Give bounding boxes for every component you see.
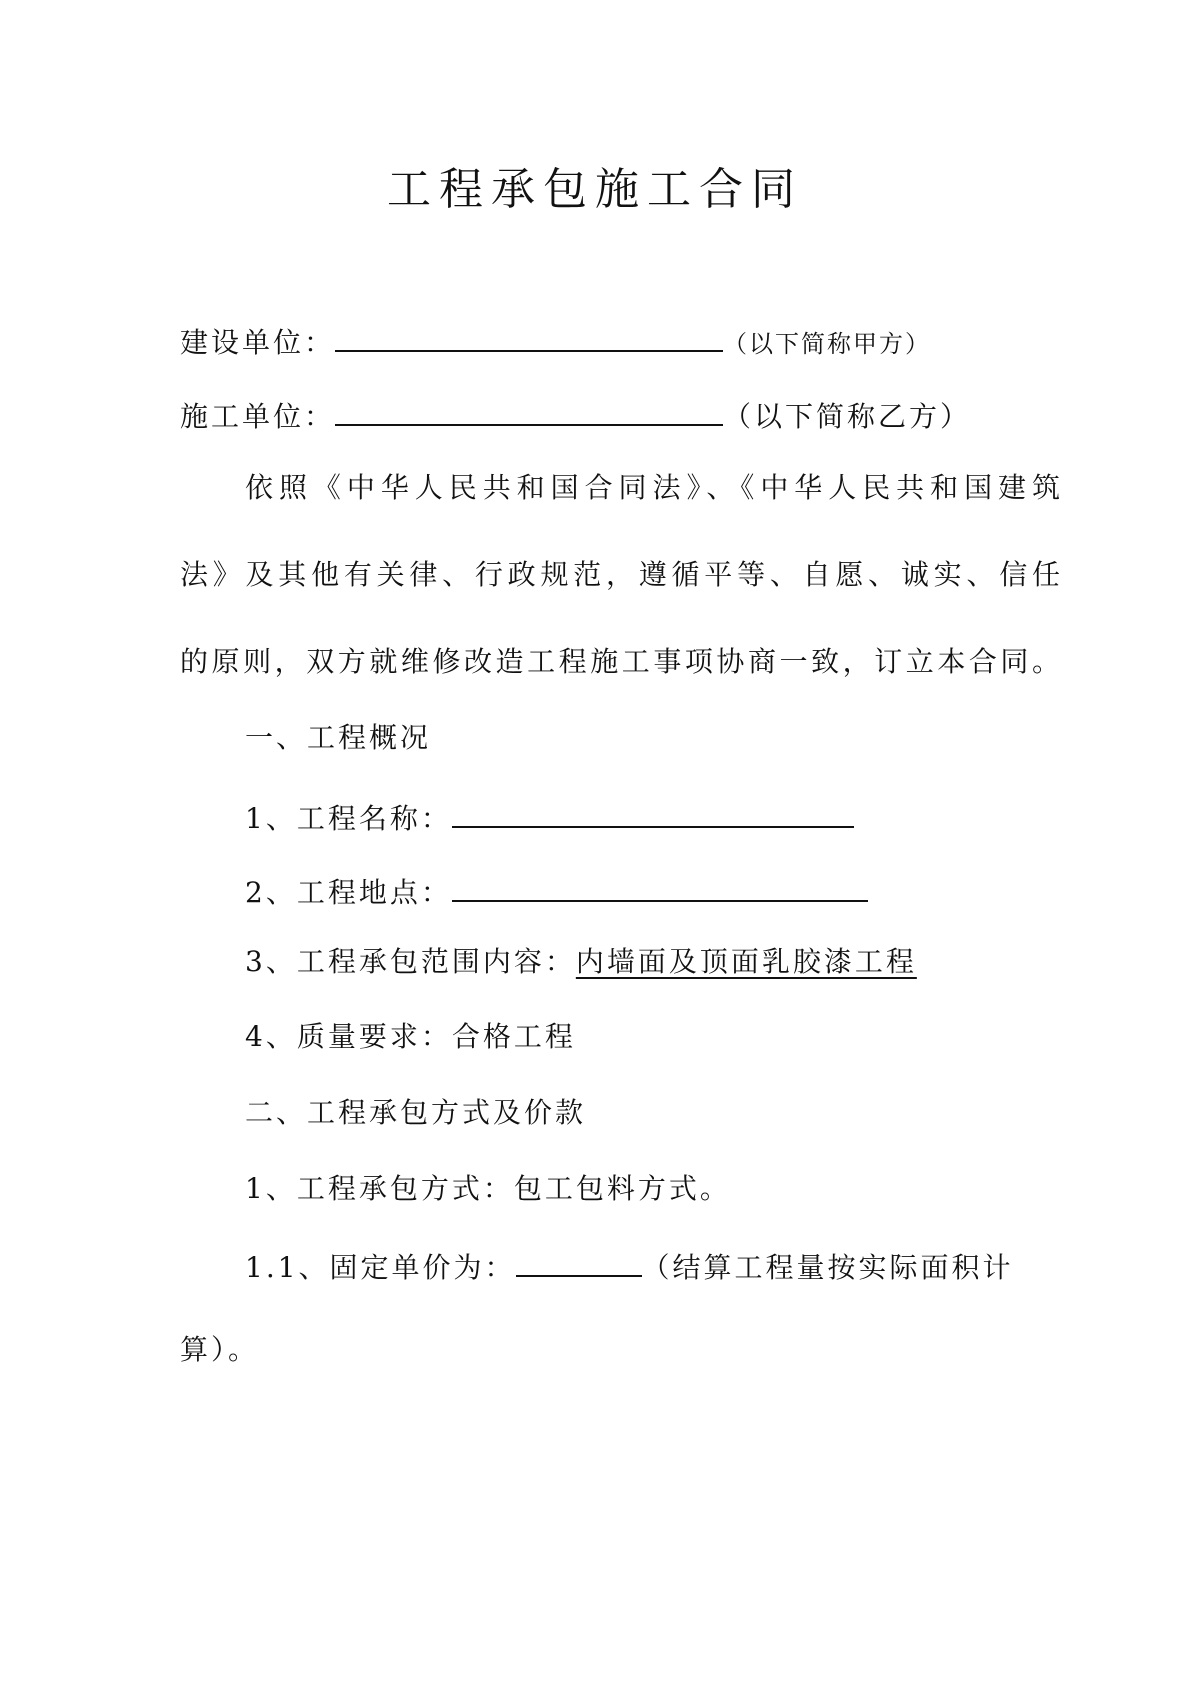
project-location-line [245,868,1060,913]
project-name-label: 1、工程名称： [245,802,452,835]
unit-price-label: 1.1、固定单价为： [245,1251,516,1284]
section-1-heading: 一、工程概况 [245,721,432,754]
preamble-line-3: 的原则，双方就维修改造工程施工事项协商一致，订立本合同。 [180,645,1060,678]
project-scope-label: 3、工程承包范围内容： [245,945,576,978]
unit-price-line [245,1243,1060,1288]
project-location-label: 2、工程地点： [245,876,452,909]
project-name-blank [452,794,854,828]
project-name-line [245,794,1060,839]
section-2-heading: 二、工程承包方式及价款 [245,1096,587,1129]
project-scope-value: 内墙面及顶面乳胶漆工程 [575,945,917,978]
party-b-label: 施工单位： [180,400,336,433]
project-scope-line [245,942,1060,982]
preamble-line-1: 依照《中华人民共和国合同法》、《中华人民共和国建筑 [245,471,1060,504]
document-title: 工程承包施工合同 [387,164,803,215]
quality-requirement-line [245,1017,1060,1057]
preamble-line-2: 法》及其他有关律、行政规范，遵循平等、自愿、诚实、信任 [180,558,1060,591]
party-a-line [180,318,1060,364]
party-b-line [180,392,1060,437]
unit-price-blank [516,1243,642,1277]
party-a-label: 建设单位： [180,326,336,359]
project-location-blank [452,868,868,902]
unit-price-continuation: 算）。 [180,1333,260,1366]
party-a-blank [335,318,723,352]
unit-price-note: （结算工程量按实际面积计 [641,1251,1014,1284]
party-b-note: （以下简称乙方） [723,400,972,433]
party-a-note: （以下简称甲方） [723,330,932,358]
quality-requirement-label: 4、质量要求： [245,1020,452,1053]
party-b-blank [335,392,723,426]
contract-method-line: 1、工程承包方式：包工包料方式。 [245,1172,731,1205]
quality-requirement-value: 合格工程 [451,1020,576,1053]
